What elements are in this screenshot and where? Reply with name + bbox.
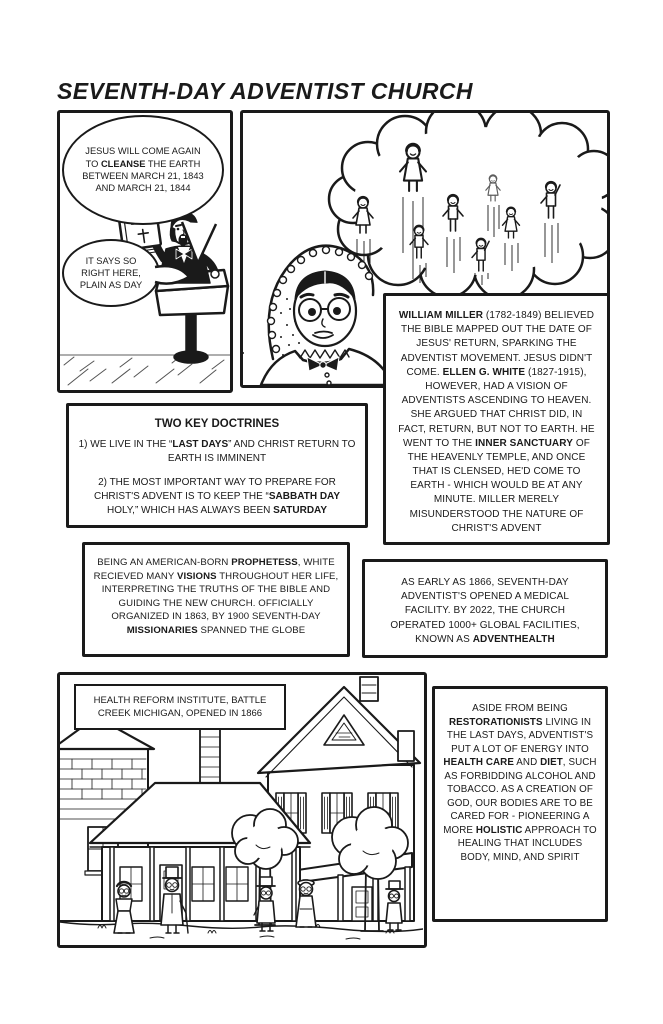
panel-institute bbox=[57, 672, 427, 948]
panel-preacher bbox=[57, 110, 233, 393]
person bbox=[386, 881, 403, 930]
speech-bubble-aside-text: IT SAYS SO RIGHT HERE, PLAIN AS DAY bbox=[79, 255, 143, 291]
page-title: SEVENTH-DAY ADVENTIST CHURCH bbox=[57, 78, 473, 104]
holistic-text: ASIDE FROM BEING RESTORATIONISTS LIVING IN THE LAST DAYS, ADVENTIST'S PUT A LOT OF ENERGY INTO HEALTH CARE AND DIET, SUCH AS FORBIDDING ALCOHOL AND TOBACCO. AS A CREATION OF GOD, OUR BODIES ARE TO BE CARED FOR - PIONEERING A MORE HOLISTIC APPROACH TO HEALING THAT INCLUDES BODY, MIND, AND SPIRIT bbox=[443, 703, 597, 863]
speech-bubble-aside-tail bbox=[154, 261, 192, 291]
prophetess-text: BEING AN AMERICAN-BORN PROPHETESS, WHITE RECIEVED MANY VISIONS THROUGHOUT HER LIFE, INTERPRETING THE TRUTHS OF THE BIBLE AND GUIDING THE NEW CHURCH. OFFICIALLY ORGANIZED IN 1863, BY 1900 SEVENTH-DAY MISSIONARIES SPANNED THE GLOBE bbox=[93, 557, 339, 637]
institute-caption-text: HEALTH REFORM INSTITUTE, BATTLE CREEK MICHIGAN, OPENED IN 1866 bbox=[93, 694, 267, 719]
speech-bubble-main-text: JESUS WILL COME AGAIN TO CLEANSE THE EARTH BETWEEN MARCH 21, 1843 AND MARCH 21, 1844 bbox=[82, 146, 204, 194]
institute-caption-box bbox=[74, 684, 286, 730]
prophetess-notebox bbox=[82, 542, 350, 657]
speech-bubble-main bbox=[62, 115, 224, 225]
doctrine-item-1: 1) WE LIVE IN THE “LAST DAYS” AND CHRIST RETURN TO EARTH IS IMMINENT bbox=[78, 439, 356, 464]
holistic-notebox bbox=[432, 686, 608, 922]
person bbox=[296, 880, 316, 927]
miller-white-text: WILLIAM MILLER (1782-1849) BELIEVED THE BIBLE MAPPED OUT THE DATE OF JESUS' RETURN, SPARKING THE ADVENTIST MOVEMENT. JESUS DIDN'T COME. ELLEN G. WHITE (1827-1915), HOWEVER, HAD A VISION OF ADVENTISTS ASCENDING TO HEAVEN. SHE ARGUED THAT CHRIST DID, IN FACT, RETURN, BUT NOT TO EARTH. HE WENT TO THE INNER SANCTUARY OF THE HEAVENLY TEMPLE, AND ONCE THAT IS CLENSED, HE'D COME TO EARTH - WHICH WOULD BE AT ANY MINUTE. MILLER MERELY MISUNDERSTOOD THE NATURE OF CHRIST'S ADVENT bbox=[398, 310, 595, 534]
speech-bubble-aside bbox=[62, 239, 160, 307]
doctrine-item-2: 2) THE MOST IMPORTANT WAY TO PREPARE FOR CHRIST'S ADVENT IS TO KEEP THE “SABBATH DAY HOLY,” WHICH HAS ALWAYS BEEN SATURDAY bbox=[93, 477, 341, 516]
doctrines-notebox bbox=[66, 403, 368, 528]
grass-tufts bbox=[98, 925, 394, 940]
adventhealth-text: AS EARLY AS 1866, SEVENTH-DAY ADVENTIST'S OPENED A MEDICAL FACILITY. BY 2022, THE CHURCH OPERATED 1000+ GLOBAL FACILITIES, KNOWN AS ADVENTHEALTH bbox=[390, 577, 580, 645]
door bbox=[352, 887, 372, 921]
adventhealth-notebox bbox=[362, 559, 608, 658]
collar-ruffle bbox=[295, 350, 349, 358]
chimney bbox=[398, 731, 414, 761]
miller-white-notebox bbox=[383, 293, 610, 545]
doctrines-heading: TWO KEY DOCTRINES bbox=[154, 418, 280, 430]
chimney bbox=[360, 677, 378, 701]
